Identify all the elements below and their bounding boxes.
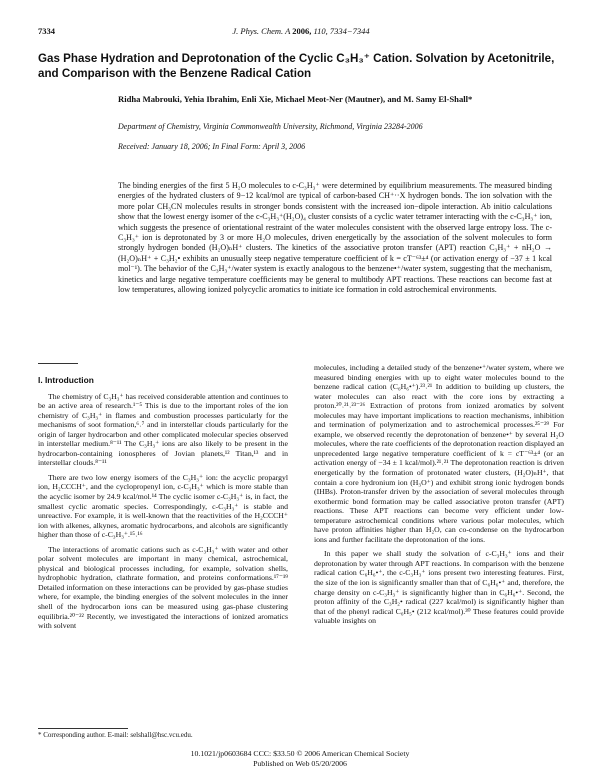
section-divider bbox=[38, 363, 78, 364]
journal-citation bbox=[38, 26, 564, 36]
doi-line: 10.1021/jp0603684 CCC: $33.50 © 2006 American Chemical Society bbox=[190, 749, 410, 758]
journal-volume: 110, bbox=[313, 26, 328, 36]
page-number: 7334 bbox=[38, 26, 55, 36]
publication-info bbox=[0, 749, 600, 768]
corresponding-author-footnote: * Corresponding author. E-mail: selshall@hsc.vcu.edu. bbox=[38, 731, 193, 739]
journal-name: J. Phys. Chem. A bbox=[232, 26, 291, 36]
section-heading-introduction: I. Introduction bbox=[38, 375, 94, 385]
paragraph: The interactions of aromatic cations such as c-C₃H₃⁺ with water and other polar solvent molecules are important in many chemical, astrochemical, physical and biological processes including, for example, solvation shells, hydrophobic hydration, clathrate formation, and proteins conformations.¹⁷⁻¹⁹ Detailed information on these interactions can be provided by gas-phase studies where, for example, the binding energies of the solvent molecules in the inner shell of the hydrocarbon ions can be measured using gas-phase clustering equilibria.²⁰⁻²² Recently, we investigated the interactions of ionized aromatics with solvent bbox=[38, 544, 288, 631]
footnote-divider bbox=[38, 728, 128, 729]
journal-pages: 7334−7344 bbox=[329, 26, 370, 36]
article-title: Gas Phase Hydration and Deprotonation of the Cyclic C₃H₃⁺ Cation. Solvation by Acetonitrile, and Comparison with the Benzene Radical Cation bbox=[38, 52, 555, 80]
right-column bbox=[314, 363, 564, 631]
paragraph: There are two low energy isomers of the C₃H₃⁺ ion: the acyclic propargyl ion, H₂CCCH⁺, and the cyclopropenyl ion, c-C₃H₃⁺ which is more stable than the acyclic isomer by 24.9 kcal/mol.¹⁴ The cyclic isomer c-C₃H₃⁺ is, in fact, the smallest cyclic aromatic species. Correspondingly, c-C₃H₃⁺ is stable and unreactive. For example, it is well-known that the reactivities of the H₂CCCH⁺ ion with alkenes, alkynes, aromatic hydrocarbons, and alcohols are significantly higher than those of c-C₃H₃⁺.¹⁵˒¹⁶ bbox=[38, 472, 288, 540]
left-column bbox=[38, 376, 288, 636]
received-dates: Received: January 18, 2006; In Final Form: April 3, 2006 bbox=[118, 142, 306, 151]
paragraph: In this paper we shall study the solvation of c-C₃H₃⁺ ions and their deprotonation by water through APT reactions. In comparison with the benzene radical cation C₆H₆•⁺, the c-C₃H₃⁺ ions present two interesting features. First, the size of the ion is significantly smaller than that of C₆H₆•⁺ and, therefore, the charge density on c-C₃H₃⁺ is significantly higher than in C₆H₆•⁺. Second, the proton affinity of the C₃H₂• radical (227 kcal/mol) is significantly higher than that of the phenyl radical C₆H₅• (212 kcal/mol).³⁰ These features could provide valuable insights on bbox=[314, 549, 564, 626]
journal-year: 2006, bbox=[292, 26, 312, 36]
paragraph: The chemistry of C₃H₃⁺ has received considerable attention and continues to be an active area of research.¹⁻⁵ This is due to the important roles of the ion chemistry of C₃H₃⁺ in flames and combustion processes particularly for the mechanisms of soot formation,⁶˒⁷ and in interstellar clouds particularly for the origin of larger hydrocarbon and other complicated molecular species observed in interstellar medium.⁸⁻¹¹ The C₃H₃⁺ ions are also likely to be present in the hydrocarbon-containing ionospheres of Jovian planets,¹² Titan,¹³ and in interstellar clouds.⁸⁻¹¹ bbox=[38, 391, 288, 468]
abstract: The binding energies of the first 5 H₂O molecules to c-C₃H₃⁺ were determined by equilibrium measurements. The measured binding energies of the hydrated clusters of 9−12 kcal/mol are typical of carbon-based CH⁺··X hydrogen bonds. The ion solvation with the more polar CH₃CN molecules results in stronger bonds consistent with the increased ion−dipole interaction. Ab initio calculations show that the lowest energy isomer of the c-C₃H₃⁺(H₂O)₄ cluster consists of a cyclic water tetramer interacting with the c-C₃H₃⁺ ion, which suggests the presence of orientational restraint of the water molecules consistent with the observed large entropy loss. The c-C₃H₃⁺ ion is deprotonated by 3 or more H₂O molecules, driven energetically by the association of the solvent molecules to form strongly hydrogen bonded (H₂O)ₙH⁺ clusters. The kinetics of the associative proton transfer (APT) reaction C₃H₃⁺ + nH₂O → (H₂O)ₙH⁺ + C₃H₂• exhibits an unusually steep negative temperature coefficient of k = cT⁻⁶³±⁴ (or activation energy of −37 ± 1 kcal mol⁻¹). The behavior of the C₃H₃⁺/water system is exactly analogous to the benzene•⁺/water system, suggesting that the mechanism, kinetics and large negative temperature coefficients may be general to multibody APT reactions. These reactions can become fast at low temperatures, allowing ionized polycyclic aromatics to initiate ice formation in cold astrochemical environments. bbox=[118, 181, 552, 295]
paragraph: molecules, including a detailed study of the benzene•⁺/water system, where we measured binding energies with up to eight water molecules bound to the benzene radical cation (C₆H₆•⁺).²³˒²¹ In addition to building up clusters, the water molecules can also react with the core ions by extracting a proton.²⁰˒²¹˒²³⁻²⁶ Extraction of protons from ionized aromatics by solvent molecules may have important implications to reaction mechanisms, inhibition and termination of polymerization and to astrochemical processes.²⁵⁻²⁹ For example, we observed recently the deprotonation of benzene•⁺ by several H₂O molecules, where the rate coefficients of the deprotonation reaction displayed an unprecedented large negative temperature coefficient of k = cT⁻⁶³±⁴ (or an activation energy of −34 ± 1 kcal/mol).²¹˒²¹ The deprotonation reaction is driven energetically by the formation of protonated water clusters, (H₂O)ₙH⁺, that contain a core hydronium ion (H₃O⁺) and exhibit strong ionic hydrogen bonds (IHBs). Proton-transfer driven by the association of several molecules through exothermic bond formation may be called associative proton transfer (APT) reactions. These APT reactions can become very efficient under low-temperature astrochemical conditions where various polar molecules, which have proton affinities higher than H₂O, can co-condense on the hydrocarbon ions and further facilitate the deprotonation of the ions. bbox=[314, 363, 564, 544]
published-line: Published on Web 05/20/2006 bbox=[253, 758, 347, 768]
author-list: Ridha Mabrouki, Yehia Ibrahim, Enli Xie, Michael Meot-Ner (Mautner), and M. Samy El-Shall* bbox=[118, 94, 473, 104]
affiliation: Department of Chemistry, Virginia Commonwealth University, Richmond, Virginia 23284-2006 bbox=[118, 122, 423, 131]
running-header bbox=[38, 26, 564, 38]
